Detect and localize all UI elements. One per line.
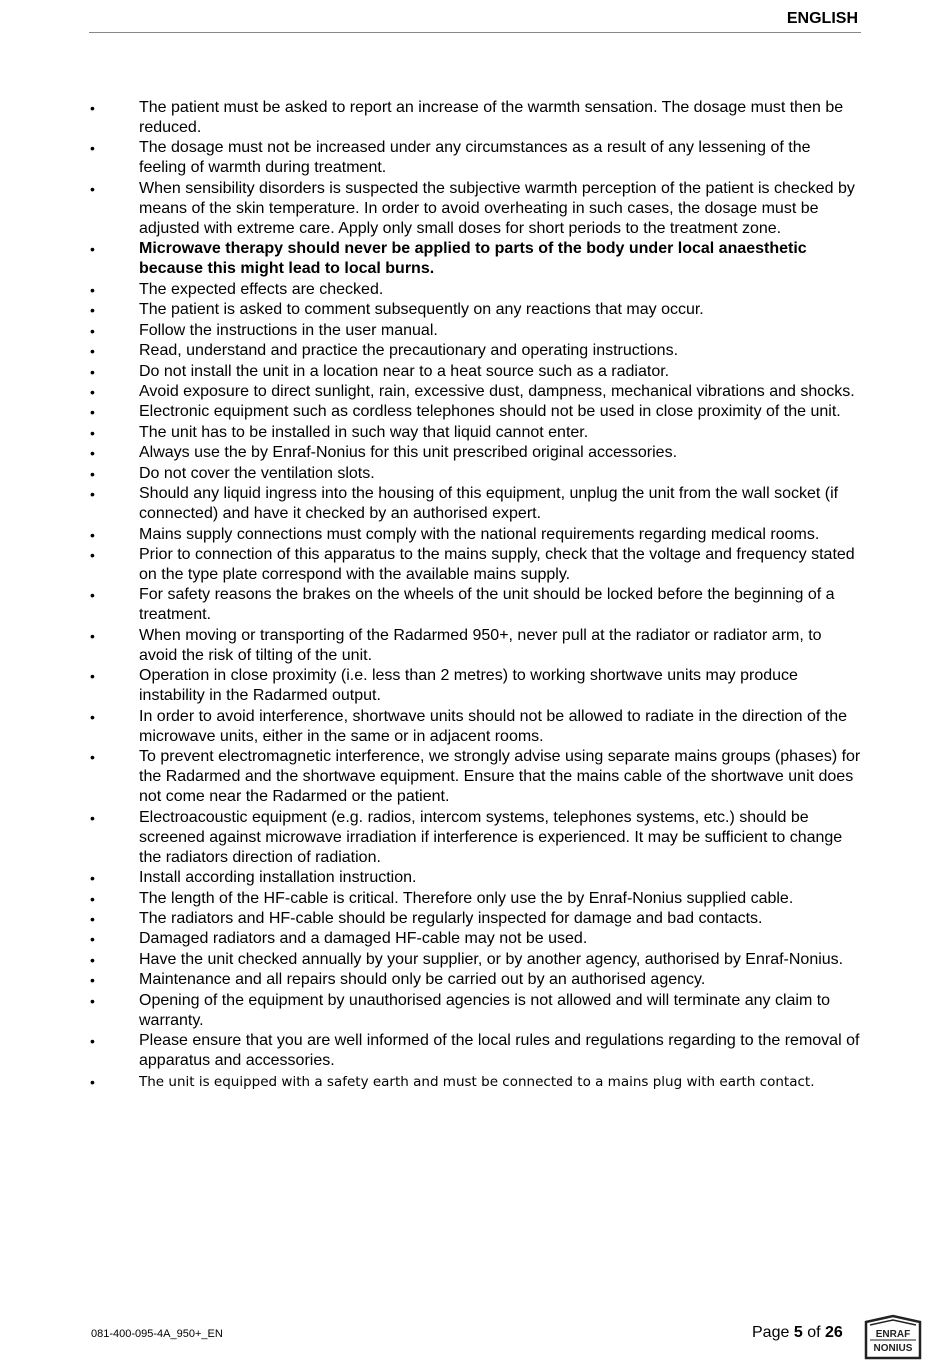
header-language: ENGLISH — [786, 10, 858, 27]
bullet-icon: • — [90, 1073, 95, 1090]
list-item — [89, 929, 861, 949]
bullet-icon: • — [90, 547, 95, 563]
bullet-icon: • — [90, 668, 95, 685]
list-item — [89, 98, 861, 138]
list-item-text: Do not cover the ventilation slots. — [139, 464, 375, 482]
list-item-text: Electroacoustic equipment (e.g. radios, intercom systems, telephones systems, etc.) should be screened against microwave irradiation if interference is experienced. It may be sufficient to change the radiators direction of radiation. — [139, 808, 843, 866]
list-item — [89, 423, 861, 443]
list-item — [89, 402, 861, 422]
list-item — [89, 280, 861, 300]
list-item — [89, 321, 861, 341]
list-item-text: To prevent electromagnetic interference, we strongly advise using separate mains groups (phases) for the Radarmed and the shortwave equipment. Ensure that the mains cable of the shortwave unit does not come near the Radarmed or the patient. — [139, 748, 861, 806]
list-item — [89, 747, 861, 807]
bullet-icon: • — [90, 383, 95, 400]
list-item — [89, 525, 861, 545]
bullet-icon: • — [90, 749, 95, 766]
bullet-icon: • — [90, 281, 95, 298]
bullet-icon: • — [90, 1033, 95, 1050]
list-item-text: The dosage must not be increased under any circumstances as a result of any lessening of the feeling of warmth during treatment. — [139, 139, 811, 177]
list-item-text: When moving or transporting of the Radarmed 950+, never pull at the radiator or radiator arm, to avoid the risk of tilting of the unit. — [139, 626, 822, 664]
list-item-text: Follow the instructions in the user manual. — [139, 321, 438, 339]
list-item-text: Microwave therapy should never be applied to parts of the body under local anaesthetic because this might lead to local burns. — [139, 240, 807, 278]
list-item — [89, 545, 861, 585]
bullet-icon: • — [90, 180, 95, 197]
list-item-text: Always use the by Enraf-Nonius for this unit prescribed original accessories. — [139, 444, 678, 462]
list-item-text: The expected effects are checked. — [139, 280, 384, 298]
list-item-text: The unit is equipped with a safety earth and must be connected to a mains plug with earth contact. — [139, 1073, 815, 1090]
list-item — [89, 991, 861, 1031]
list-item — [89, 666, 861, 706]
list-item — [89, 909, 861, 929]
bullet-icon: • — [90, 445, 95, 462]
bullet-icon: • — [90, 910, 95, 927]
bullet-icon: • — [90, 302, 95, 319]
list-item-text: Please ensure that you are well informed of the local rules and regulations regarding to the removal of apparatus and accessories. — [139, 1032, 860, 1070]
page-word: Page — [752, 1324, 790, 1341]
list-item-text: In order to avoid interference, shortwave units should not be allowed to radiate in the direction of the microwave units, either in the same or in adjacent rooms. — [139, 707, 847, 745]
page-of: of — [807, 1324, 821, 1341]
list-item — [89, 341, 861, 361]
list-item-text: Install according installation instruction. — [139, 869, 417, 887]
page-current: 5 — [793, 1324, 803, 1341]
bullet-icon: • — [90, 465, 95, 482]
list-item-text: Operation in close proximity (i.e. less than 2 metres) to working shortwave units may produce instability in the Radarmed output. — [139, 667, 798, 705]
list-item-text: Should any liquid ingress into the housing of this equipment, unplug the unit from the wall socket (if connected) and have it checked by an authorised expert. — [139, 485, 839, 523]
bullet-icon: • — [90, 809, 95, 826]
list-item — [89, 707, 861, 747]
list-item — [89, 808, 861, 868]
list-item — [89, 464, 861, 484]
bullet-icon: • — [90, 241, 95, 258]
bullet-icon: • — [90, 870, 95, 887]
list-item — [89, 239, 861, 279]
bullet-icon: • — [90, 343, 95, 360]
list-item-text: The radiators and HF-cable should be regularly inspected for damage and bad contacts. — [139, 909, 763, 927]
list-item-text: Have the unit checked annually by your supplier, or by another agency, authorised by Enraf-Nonius. — [139, 950, 844, 968]
bullet-icon: • — [90, 708, 95, 725]
list-item — [89, 138, 861, 178]
page-total: 26 — [824, 1324, 843, 1341]
bullet-icon: • — [90, 992, 95, 1009]
list-item-text: The length of the HF-cable is critical. Therefore only use the by Enraf-Nonius supplied cable. — [139, 889, 794, 907]
list-item-text: Opening of the equipment by unauthorised agencies is not allowed and will terminate any claim to warranty. — [139, 991, 831, 1029]
safety-instructions-list — [89, 98, 861, 1092]
logo-line2: NONIUS — [873, 1343, 913, 1354]
list-item-text: Mains supply connections must comply with the national requirements regarding medical rooms. — [139, 525, 820, 543]
header-divider — [89, 32, 861, 33]
list-item-text: The unit has to be installed in such way that liquid cannot enter. — [139, 423, 589, 441]
list-item — [89, 1072, 861, 1092]
enraf-nonius-logo — [860, 1314, 926, 1362]
page-number — [752, 1324, 843, 1342]
list-item — [89, 179, 861, 239]
list-item — [89, 889, 861, 909]
list-item — [89, 626, 861, 666]
list-item-text: For safety reasons the brakes on the wheels of the unit should be locked before the beginning of a treatment. — [139, 586, 835, 624]
bullet-icon: • — [90, 404, 95, 421]
bullet-icon: • — [90, 627, 95, 644]
list-item-text: Avoid exposure to direct sunlight, rain, excessive dust, dampness, mechanical vibrations and shocks. — [139, 382, 855, 400]
list-item — [89, 868, 861, 888]
bullet-icon: • — [90, 951, 95, 968]
list-item-text: Maintenance and all repairs should only be carried out by an authorised agency. — [139, 971, 706, 989]
bullet-icon: • — [90, 890, 95, 907]
list-item — [89, 300, 861, 320]
bullet-icon: • — [90, 526, 95, 543]
list-item — [89, 585, 861, 625]
bullet-icon: • — [90, 322, 95, 339]
bullet-icon: • — [90, 424, 95, 441]
bullet-icon: • — [90, 587, 95, 604]
list-item — [89, 382, 861, 402]
list-item — [89, 443, 861, 463]
bullet-icon: • — [90, 486, 95, 503]
list-item-text: Damaged radiators and a damaged HF-cable may not be used. — [139, 930, 588, 948]
document-code: 081-400-095-4A_950+_EN — [91, 1328, 223, 1340]
list-item — [89, 484, 861, 524]
list-item-text: The patient must be asked to report an increase of the warmth sensation. The dosage must then be reduced. — [139, 99, 844, 136]
list-item — [89, 1031, 861, 1071]
list-item — [89, 970, 861, 990]
list-item — [89, 950, 861, 970]
list-item — [89, 362, 861, 382]
bullet-icon: • — [90, 931, 95, 948]
list-item-text: Read, understand and practice the precautionary and operating instructions. — [139, 342, 679, 360]
logo-line1: ENRAF — [875, 1329, 911, 1340]
bullet-icon: • — [90, 363, 95, 380]
list-item-text: The patient is asked to comment subsequently on any reactions that may occur. — [139, 301, 704, 319]
bullet-icon: • — [90, 972, 95, 989]
bullet-icon: • — [90, 100, 95, 116]
list-item-text: Do not install the unit in a location near to a heat source such as a radiator. — [139, 362, 670, 380]
list-item-text: Electronic equipment such as cordless telephones should not be used in close proximity of the unit. — [139, 403, 841, 421]
list-item-text: When sensibility disorders is suspected the subjective warmth perception of the patient is checked by means of the skin temperature. In order to avoid overheating in such cases, the dosage must be adjusted with extreme care. Apply only small doses for short periods to the treatment zone. — [139, 179, 855, 237]
list-item-text: Prior to connection of this apparatus to the mains supply, check that the voltage and frequency stated on the type plate correspond with the available mains supply. — [139, 546, 855, 583]
bullet-icon: • — [90, 140, 95, 157]
